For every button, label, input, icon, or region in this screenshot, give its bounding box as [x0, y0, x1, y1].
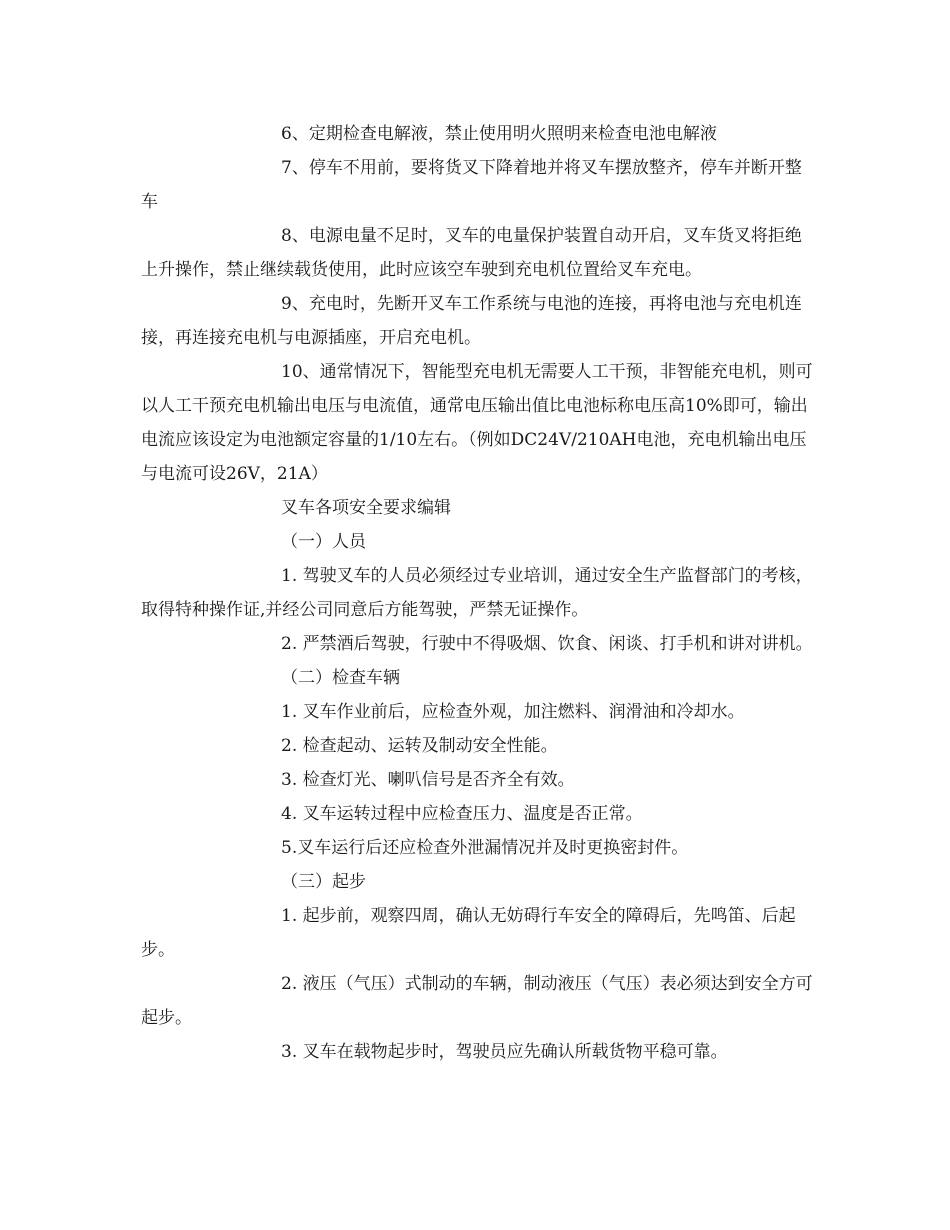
vehicle-check-item-3: 3. 检查灯光、喇叭信号是否齐全有效。 — [281, 770, 575, 790]
vehicle-check-item-2: 2. 检查起动、运转及制动安全性能。 — [281, 736, 558, 756]
start-item-1: 1. 起步前，观察四周，确认无妨碍行车安全的障碍后，先鸣笛、后起步。 — [141, 906, 796, 960]
subsection-heading-start: （三）起步 — [281, 872, 366, 892]
document-body — [141, 117, 816, 1069]
paragraph-7: 7、停车不用前，要将货叉下降着地并将叉车摆放整齐，停车并断开整车 — [141, 158, 802, 212]
vehicle-check-item-1: 1. 叉车作业前后，应检查外观，加注燃料、润滑油和冷却水。 — [281, 702, 745, 722]
vehicle-check-item-4: 4. 叉车运转过程中应检查压力、温度是否正常。 — [281, 804, 643, 824]
section-title: 叉车各项安全要求编辑 — [281, 498, 451, 518]
subsection-heading-vehicle-check: （二）检查车辆 — [281, 668, 400, 688]
paragraph-8: 8、电源电量不足时，叉车的电量保护装置自动开启，叉车货叉将拒绝上升操作，禁止继续载货使用，此时应该空车驶到充电机位置给叉车充电。 — [141, 226, 802, 280]
paragraph-10: 10、通常情况下，智能型充电机无需要人工干预，非智能充电机，则可以人工干预充电机输出电压与电流值，通常电压输出值比电池标称电压高10%即可，输出电流应该设定为电池额定容量的1/10左右。（例如DC24V/210AH电池，充电机输出电压与电流可设26V，21A） — [141, 362, 813, 484]
personnel-item-1: 1. 驾驶叉车的人员必须经过专业培训，通过安全生产监督部门的考核，取得特种操作证,并经公司同意后方能驾驶，严禁无证操作。 — [141, 566, 813, 620]
vehicle-check-item-5: 5.叉车运行后还应检查外泄漏情况并及时更换密封件。 — [281, 838, 689, 858]
personnel-item-2: 2. 严禁酒后驾驶，行驶中不得吸烟、饮食、闲谈、打手机和讲对讲机。 — [281, 634, 813, 654]
paragraph-9: 9、充电时，先断开叉车工作系统与电池的连接，再将电池与充电机连接，再连接充电机与电源插座，开启充电机。 — [141, 294, 802, 348]
start-item-2: 2. 液压（气压）式制动的车辆，制动液压（气压）表必须达到安全方可起步。 — [141, 974, 813, 1028]
paragraph-6: 6、定期检查电解液，禁止使用明火照明来检查电池电解液 — [281, 124, 717, 144]
subsection-heading-personnel: （一）人员 — [281, 532, 366, 552]
start-item-3: 3. 叉车在载物起步时，驾驶员应先确认所载货物平稳可靠。 — [281, 1042, 728, 1062]
